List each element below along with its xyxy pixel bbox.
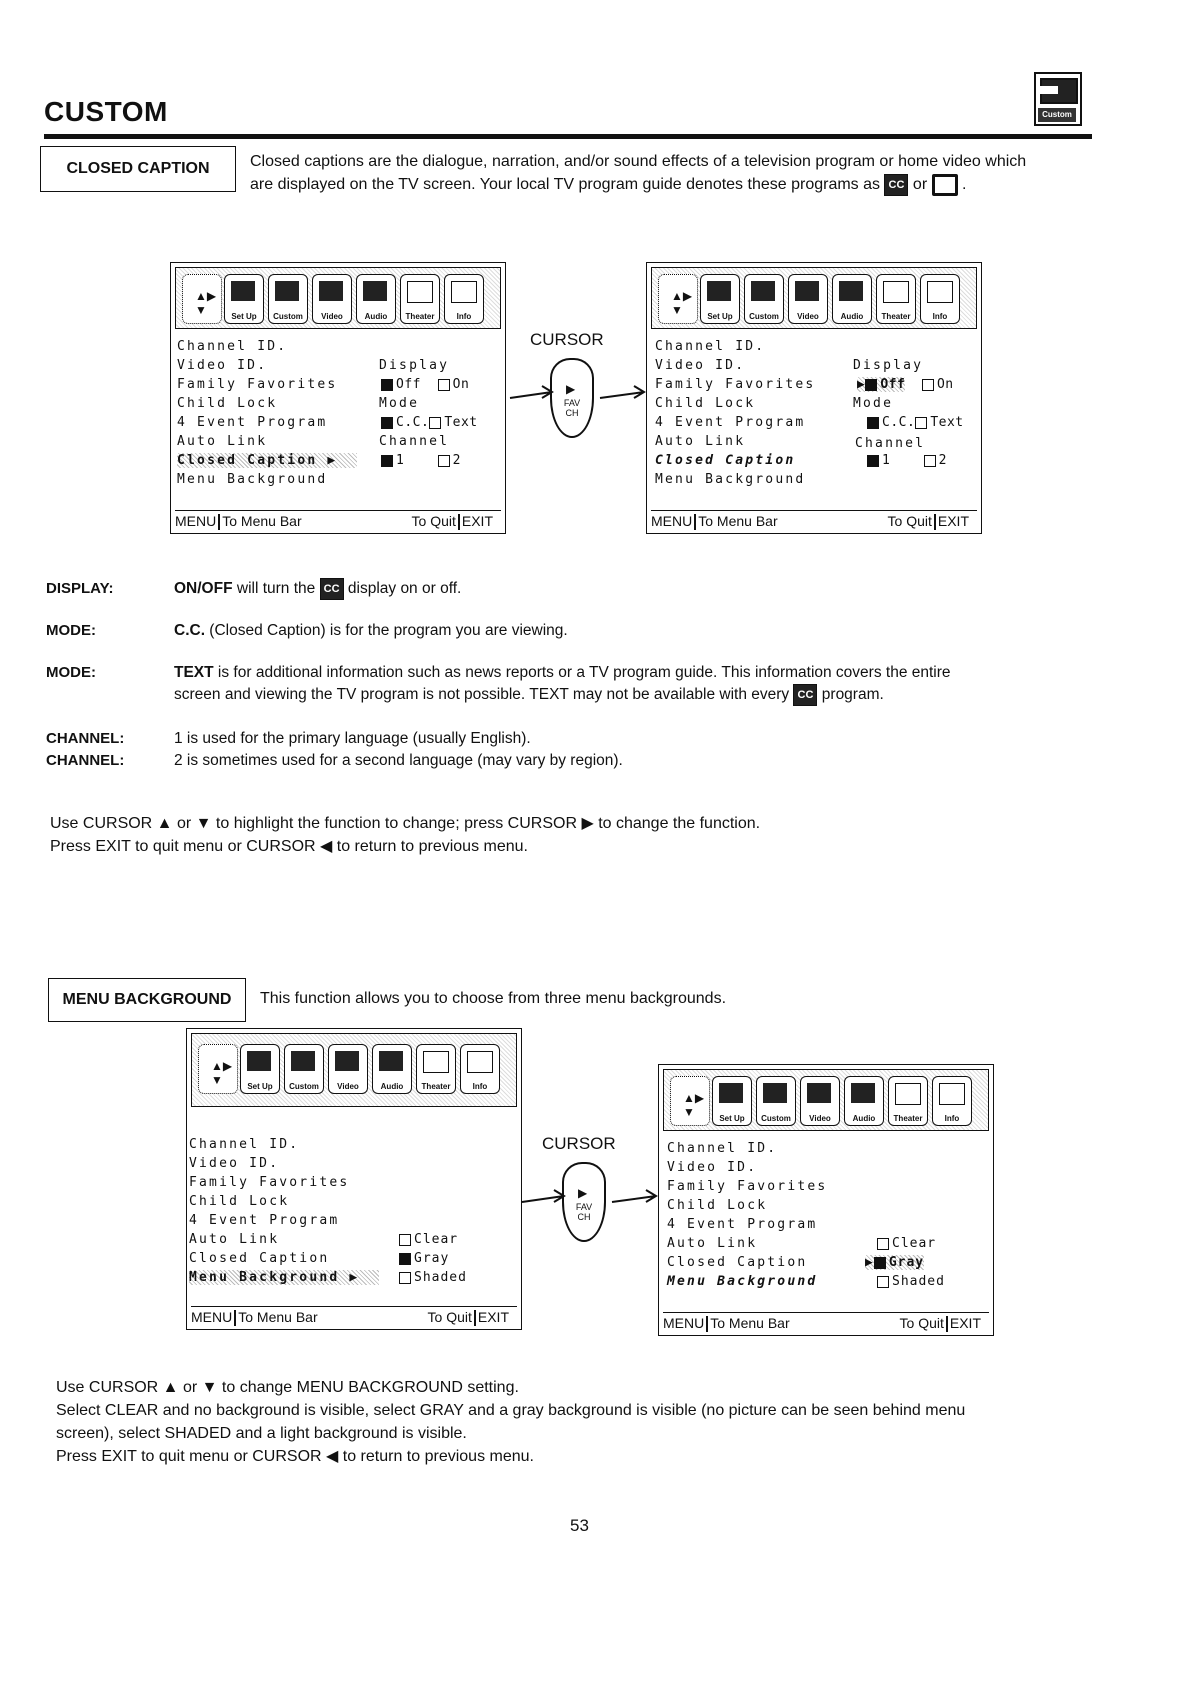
menu-item-menu-background: Menu Background <box>177 472 328 487</box>
icon-bar <box>663 1069 989 1131</box>
menu-footer: MENU To Menu Bar To Quit EXIT <box>651 510 977 531</box>
menu-item-auto-link: Auto Link <box>189 1232 280 1247</box>
bg-option-clear: Clear <box>877 1236 936 1251</box>
menu-item-closed-caption: Closed Caption <box>667 1255 808 1270</box>
info-icon: Info <box>460 1044 500 1094</box>
custom-menu-icon: Custom <box>756 1076 796 1126</box>
video-icon: Video <box>328 1044 368 1094</box>
video-icon: Video <box>788 274 828 324</box>
bg-option-gray-selected: ▶ Gray <box>865 1255 925 1270</box>
def-text-mode-cc: C.C. (Closed Caption) is for the program you are viewing. <box>174 622 568 639</box>
menu-item-family-favorites: Family Favorites <box>177 377 338 392</box>
menu-footer: MENU To Menu Bar To Quit EXIT <box>663 1312 989 1333</box>
menu-item-event-program: 4 Event Program <box>655 415 806 430</box>
video-icon: Video <box>800 1076 840 1126</box>
display-options: Off On <box>381 377 469 392</box>
instructions-cc <box>50 812 1090 858</box>
def-term-channel-2: CHANNEL: <box>46 752 125 769</box>
display-label: Display <box>853 358 924 373</box>
cc-icon: CC <box>884 174 908 196</box>
bg-option-clear: Clear <box>399 1232 458 1247</box>
channel-options: 1 2 <box>867 453 947 468</box>
icon-bar <box>175 267 501 329</box>
menu-item-closed-caption: Closed Caption <box>189 1251 330 1266</box>
menu-item-auto-link: Auto Link <box>655 434 746 449</box>
cursor-pad-icon: ▲▶ ▼ <box>658 274 698 324</box>
intro-line-2: are displayed on the TV screen. Your local TV program guide denotes these programs as CC or . <box>250 173 1090 196</box>
def-term-mode-text: MODE: <box>46 664 96 681</box>
mode-label: Mode <box>379 396 420 411</box>
cursor-pad-icon: ▲▶ ▼ <box>198 1044 238 1094</box>
custom-icon <box>1034 72 1082 126</box>
menu-item-event-program: 4 Event Program <box>189 1213 340 1228</box>
def-term-channel-1: CHANNEL: <box>46 730 125 747</box>
menu-item-auto-link: Auto Link <box>667 1236 758 1251</box>
audio-icon: Audio <box>356 274 396 324</box>
custom-icon-label: Custom <box>1038 108 1076 122</box>
menu-item-family-favorites: Family Favorites <box>655 377 816 392</box>
channel-options: 1 2 <box>381 453 461 468</box>
cc-icon: CC <box>793 684 817 706</box>
mode-label: Mode <box>853 396 894 411</box>
cc-icon: CC <box>320 578 344 600</box>
setup-icon: Set Up <box>240 1044 280 1094</box>
closed-caption-intro <box>250 150 1090 196</box>
def-term-mode-cc: MODE: <box>46 622 96 639</box>
instruction-line: Use CURSOR ▲ or ▼ to change MENU BACKGROUND setting. <box>56 1379 519 1396</box>
closed-caption-box-label: CLOSED CAPTION <box>40 146 236 192</box>
icon-bar <box>191 1033 517 1107</box>
menu-screen-bg-before <box>186 1028 522 1330</box>
menu-item-channel-id: Channel ID. <box>177 339 288 354</box>
menu-item-video-id: Video ID. <box>177 358 268 373</box>
def-text-mode-text: TEXT is for additional information such as news reports or a TV program guide. This information covers the entire screen and viewing the TV program is not possible. TEXT may not be available with every CC program. <box>174 662 1084 706</box>
menu-item-family-favorites: Family Favorites <box>667 1179 828 1194</box>
instructions-bg <box>56 1376 1116 1468</box>
menu-item-video-id: Video ID. <box>189 1156 280 1171</box>
menu-item-menu-background: Menu Background <box>655 472 806 487</box>
cursor-label: CURSOR <box>530 330 604 349</box>
intro-line-1: Closed captions are the dialogue, narration, and/or sound effects of a television program or home video which <box>250 153 1027 170</box>
instruction-line: Use CURSOR ▲ or ▼ to highlight the function to change; press CURSOR ▶ to change the function. <box>50 815 761 832</box>
info-icon: Info <box>444 274 484 324</box>
channel-label: Channel <box>855 436 926 451</box>
menu-screen-bg-after <box>658 1064 994 1336</box>
remote-cursor-button: ▶ FAV CH <box>562 1162 606 1242</box>
menu-item-channel-id: Channel ID. <box>667 1141 778 1156</box>
instruction-line: Press EXIT to quit menu or CURSOR ◀ to return to previous menu. <box>56 1448 534 1465</box>
theater-icon: Theater <box>400 274 440 324</box>
menu-footer: MENU To Menu Bar To Quit EXIT <box>175 510 501 531</box>
def-text-channel-1: 1 is used for the primary language (usually English). <box>174 730 531 747</box>
menu-item-menu-background-highlighted: Menu Background ▶ <box>189 1270 379 1285</box>
menu-item-auto-link: Auto Link <box>177 434 268 449</box>
menu-item-event-program: 4 Event Program <box>667 1217 818 1232</box>
title-rule <box>44 134 1092 139</box>
menu-item-child-lock: Child Lock <box>177 396 278 411</box>
menu-background-box-label: MENU BACKGROUND <box>48 978 246 1022</box>
audio-icon: Audio <box>832 274 872 324</box>
menu-background-intro: This function allows you to choose from three menu backgrounds. <box>260 990 727 1007</box>
menu-screen-cc-after <box>646 262 982 534</box>
remote-cursor-button: ▶ FAV CH <box>550 358 594 438</box>
bg-option-gray: Gray <box>399 1251 449 1266</box>
menu-item-channel-id: Channel ID. <box>655 339 766 354</box>
menu-item-child-lock: Child Lock <box>667 1198 768 1213</box>
caption-bubble-icon <box>932 174 958 196</box>
menu-item-closed-caption-highlighted: Closed Caption ▶ <box>177 453 357 468</box>
custom-menu-icon: Custom <box>744 274 784 324</box>
instruction-line: Press EXIT to quit menu or CURSOR ◀ to return to previous menu. <box>50 838 528 855</box>
menu-item-video-id: Video ID. <box>655 358 746 373</box>
custom-menu-icon: Custom <box>268 274 308 324</box>
menu-footer: MENU To Menu Bar To Quit EXIT <box>191 1306 517 1327</box>
info-icon: Info <box>920 274 960 324</box>
menu-item-family-favorites: Family Favorites <box>189 1175 350 1190</box>
def-text-display: ON/OFF will turn the CC display on or off. <box>174 578 1084 600</box>
cursor-label: CURSOR <box>542 1134 616 1153</box>
theater-icon: Theater <box>876 274 916 324</box>
channel-label: Channel <box>379 434 450 449</box>
cursor-pad-icon: ▲▶ ▼ <box>670 1076 710 1126</box>
setup-icon: Set Up <box>700 274 740 324</box>
setup-icon: Set Up <box>224 274 264 324</box>
def-text-channel-2: 2 is sometimes used for a second language (may vary by region). <box>174 752 623 769</box>
menu-item-child-lock: Child Lock <box>655 396 756 411</box>
display-options: ▶ Off On <box>857 377 954 392</box>
menu-item-event-program: 4 Event Program <box>177 415 328 430</box>
bg-option-shaded: Shaded <box>399 1270 467 1285</box>
menu-screen-cc-before <box>170 262 506 534</box>
setup-icon: Set Up <box>712 1076 752 1126</box>
video-icon: Video <box>312 274 352 324</box>
audio-icon: Audio <box>372 1044 412 1094</box>
instruction-line: screen), select SHADED and a light background is visible. <box>56 1425 467 1442</box>
mode-options: C.C. Text <box>867 415 964 430</box>
info-icon: Info <box>932 1076 972 1126</box>
menu-item-video-id: Video ID. <box>667 1160 758 1175</box>
instruction-line: Select CLEAR and no background is visible, select GRAY and a gray background is visible (no picture can be seen behind menu <box>56 1402 966 1419</box>
mode-options: C.C. Text <box>381 415 478 430</box>
cursor-pad-icon: ▲▶ ▼ <box>182 274 222 324</box>
theater-icon: Theater <box>416 1044 456 1094</box>
theater-icon: Theater <box>888 1076 928 1126</box>
bg-option-shaded: Shaded <box>877 1274 945 1289</box>
menu-item-menu-background-selected: Menu Background <box>667 1274 818 1289</box>
page-number: 53 <box>570 1516 589 1535</box>
menu-item-closed-caption-selected: Closed Caption <box>655 453 796 468</box>
def-term-display: DISPLAY: <box>46 580 114 597</box>
menu-item-child-lock: Child Lock <box>189 1194 290 1209</box>
custom-menu-icon: Custom <box>284 1044 324 1094</box>
display-label: Display <box>379 358 450 373</box>
page-title: CUSTOM <box>44 96 168 127</box>
audio-icon: Audio <box>844 1076 884 1126</box>
icon-bar <box>651 267 977 329</box>
menu-item-channel-id: Channel ID. <box>189 1137 300 1152</box>
